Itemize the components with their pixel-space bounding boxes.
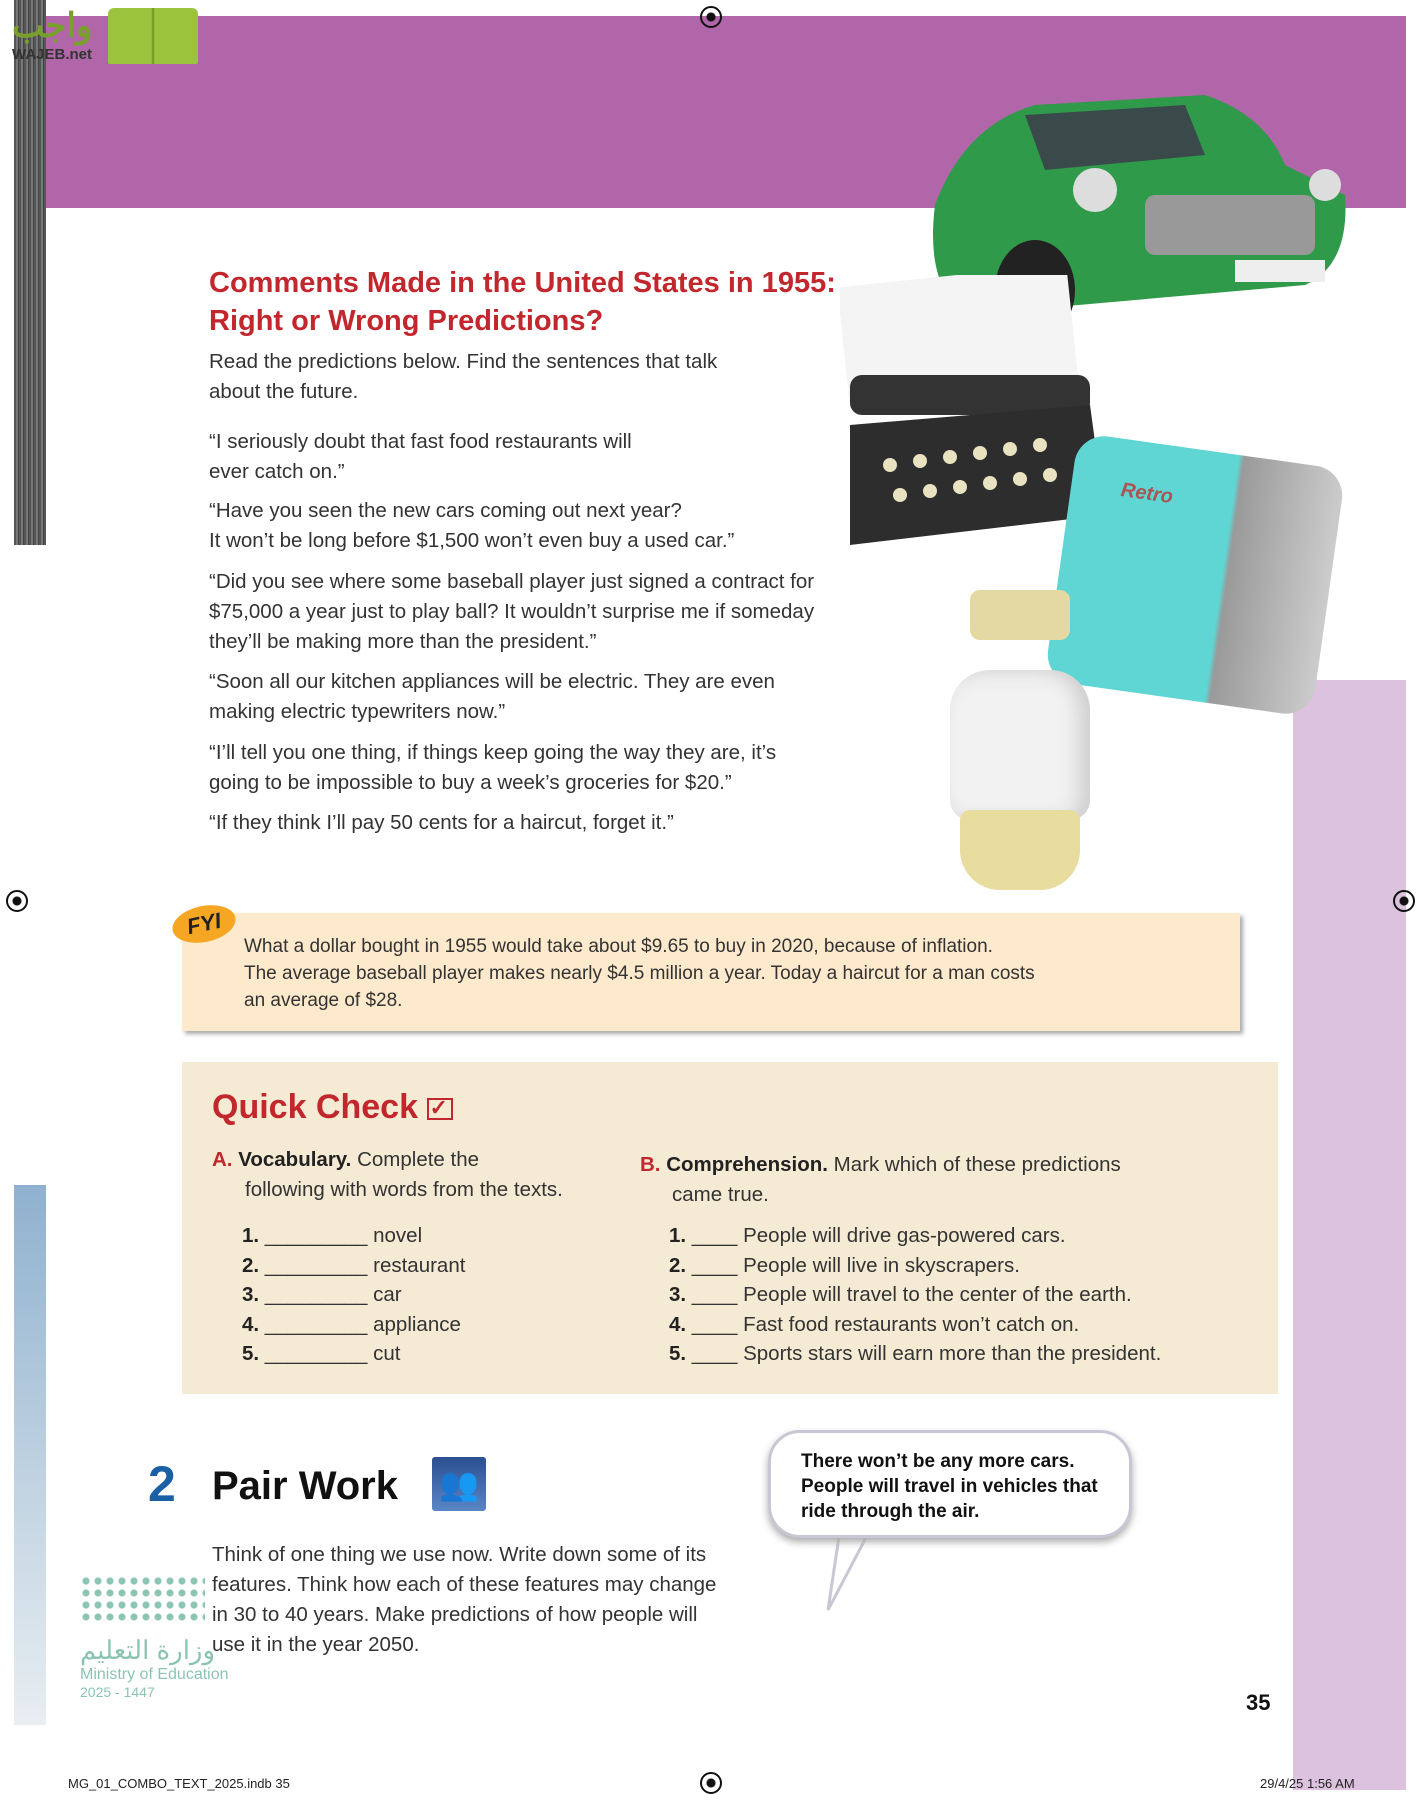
- ministry-en: Ministry of Education: [80, 1666, 229, 1683]
- quote-line: “I’ll tell you one thing, if things keep going the way they are, it’s: [209, 741, 777, 764]
- pair-line: use it in the year 2050.: [212, 1633, 420, 1656]
- quote-2: [209, 496, 734, 556]
- registration-mark-icon: [1393, 890, 1415, 912]
- footer-file: MG_01_COMBO_TEXT_2025.indb 35: [68, 1776, 290, 1791]
- bubble-line: People will travel in vehicles that: [801, 1476, 1098, 1497]
- comp-item: 1. ____ People will drive gas-powered cars.: [669, 1224, 1066, 1247]
- b-text: came true.: [672, 1182, 769, 1206]
- pair-line: Think of one thing we use now. Write down some of its: [212, 1543, 707, 1566]
- quote-line: making electric typewriters now.”: [209, 700, 506, 723]
- ministry-year: 2025 - 1447: [80, 1684, 155, 1700]
- a-letter: A.: [212, 1148, 233, 1171]
- bubble-line: ride through the air.: [801, 1501, 980, 1522]
- b-heading: Comprehension.: [666, 1153, 828, 1176]
- pair-line: features. Think how each of these features may change: [212, 1573, 717, 1596]
- toaster-brand: Retro: [1119, 478, 1175, 509]
- fyi-box: [182, 913, 1240, 1031]
- logo-en: WAJEB.net: [12, 46, 93, 63]
- edge-strip: [14, 0, 46, 545]
- intro-line: about the future.: [209, 380, 359, 403]
- vocab-item: 4. _________ appliance: [242, 1312, 461, 1336]
- comp-item: 5. ____ Sports stars will earn more than the president.: [669, 1342, 1162, 1365]
- fyi-text: [244, 933, 1035, 1014]
- fyi-line: What a dollar bought in 1955 would take about $9.65 to buy in 2020, because of inflation.: [244, 936, 993, 957]
- quote-line: “I seriously doubt that fast food restaurants will: [209, 430, 632, 453]
- intro-text: [209, 347, 717, 407]
- vocab-item: 3. _________ car: [242, 1283, 402, 1306]
- quote-1: [209, 427, 632, 487]
- comp-item: 2. ____ People will live in skyscrapers.: [669, 1253, 1020, 1277]
- b-letter: B.: [640, 1153, 661, 1176]
- quick-check-title: [212, 1088, 453, 1127]
- quote-line: ever catch on.”: [209, 460, 345, 483]
- pair-work-text: [212, 1540, 716, 1660]
- fyi-line: an average of $28.: [244, 990, 403, 1011]
- registration-mark-icon: [700, 6, 722, 28]
- washing-machine-image: [950, 590, 1090, 900]
- quote-3: [209, 567, 814, 657]
- book-icon: [108, 8, 198, 64]
- vocab-item: 5. _________ cut: [242, 1342, 401, 1365]
- ministry-logo: [80, 1575, 229, 1700]
- edge-photo: [14, 1185, 46, 1725]
- comp-item: 3. ____ People will travel to the center of the earth.: [669, 1283, 1132, 1306]
- page-title: [209, 264, 889, 340]
- comp-item: 4. ____ Fast food restaurants won’t catch on.: [669, 1312, 1080, 1336]
- quote-line: going to be impossible to buy a week’s groceries for $20.”: [209, 771, 732, 794]
- section-number: 2: [148, 1456, 176, 1512]
- title-line: Comments Made in the United States in 1955:: [209, 267, 836, 299]
- ministry-ar: وزارة التعليم: [80, 1635, 216, 1665]
- a-text: Complete the: [357, 1148, 480, 1171]
- a-text: following with words from the texts.: [245, 1177, 563, 1201]
- logo-ar: واجب: [12, 7, 93, 45]
- section-b: [640, 1150, 1121, 1209]
- title-line: Right or Wrong Predictions?: [209, 305, 604, 337]
- footer-date: 29/4/25 1:56 AM: [1260, 1776, 1355, 1791]
- vocab-item: 1. _________ novel: [242, 1224, 423, 1247]
- section-a: [212, 1145, 563, 1204]
- checkbox-icon: ✓: [427, 1098, 453, 1120]
- wajeb-logo: [12, 6, 192, 66]
- bubble-line: There won’t be any more cars.: [801, 1451, 1075, 1472]
- pair-work-title: Pair Work: [212, 1464, 398, 1508]
- quote-line: they’ll be making more than the president.”: [209, 630, 597, 653]
- quote-line: $75,000 a year just to play ball? It wouldn’t surprise me if someday: [209, 600, 815, 623]
- a-heading: Vocabulary.: [238, 1148, 352, 1171]
- registration-mark-icon: [700, 1772, 722, 1794]
- comprehension-list: [669, 1221, 1161, 1369]
- quote-4: [209, 667, 775, 727]
- quote-line: “If they think I’ll pay 50 cents for a haircut, forget it.”: [209, 811, 674, 834]
- bubble-tail: [820, 1530, 890, 1615]
- vocab-item: 2. _________ restaurant: [242, 1253, 466, 1277]
- pair-icon: 👥: [432, 1457, 486, 1511]
- side-band: [1293, 680, 1406, 1790]
- vocab-list: [242, 1221, 465, 1369]
- quote-line: “Have you seen the new cars coming out next year?: [209, 499, 682, 522]
- pair-line: in 30 to 40 years. Make predictions of how people will: [212, 1603, 698, 1626]
- dots-icon: [80, 1575, 205, 1625]
- quote-line: “Did you see where some baseball player just signed a contract for: [209, 570, 815, 593]
- fyi-badge: FYI: [169, 900, 239, 949]
- quote-line: “Soon all our kitchen appliances will be electric. They are even: [209, 670, 775, 693]
- page-number: 35: [1246, 1690, 1271, 1715]
- quick-check-label: Quick Check: [212, 1088, 418, 1126]
- b-text: Mark which of these predictions: [833, 1153, 1121, 1176]
- fyi-line: The average baseball player makes nearly $4.5 million a year. Today a haircut for a man costs: [244, 963, 1035, 984]
- quote-6: [209, 808, 674, 838]
- quote-5: [209, 738, 776, 798]
- speech-bubble: [768, 1430, 1132, 1538]
- quote-line: It won’t be long before $1,500 won’t even buy a used car.”: [209, 529, 735, 552]
- intro-line: Read the predictions below. Find the sentences that talk: [209, 350, 718, 373]
- registration-mark-icon: [6, 890, 28, 912]
